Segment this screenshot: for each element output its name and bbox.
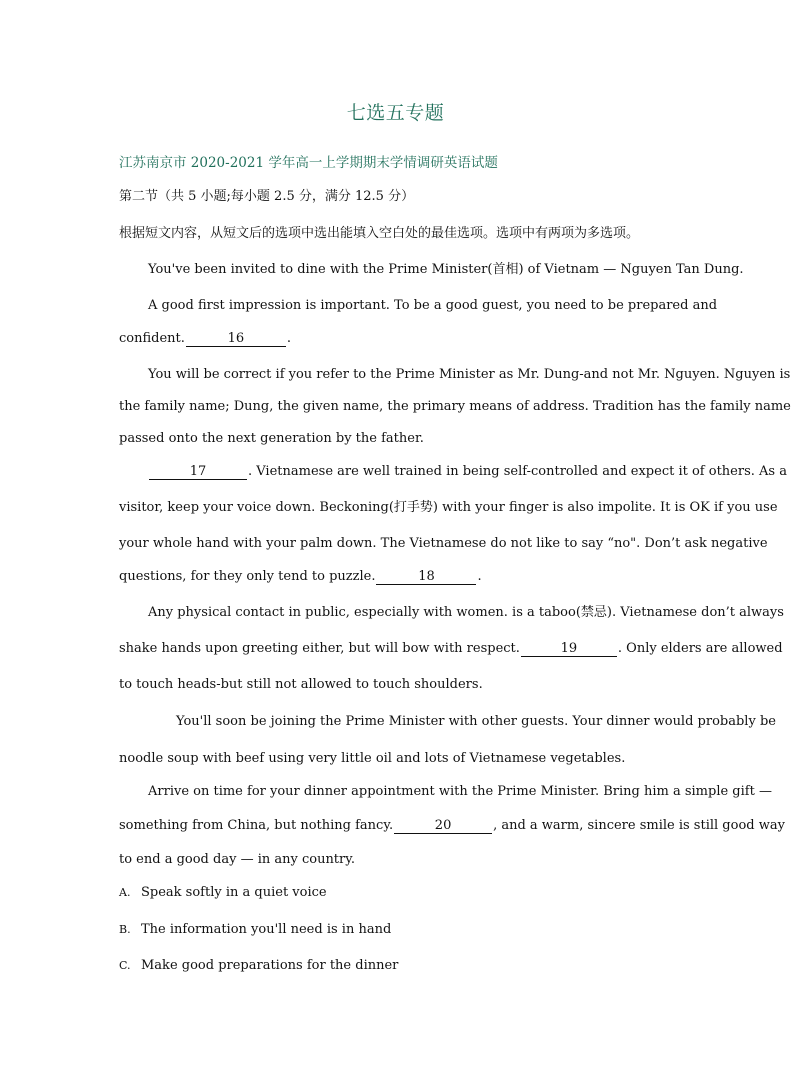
passage-line (119, 568, 482, 586)
option-c (119, 957, 398, 975)
passage-text: . Only elders are allowed (617, 641, 783, 656)
passage-line: A good first impression is important. To be a good guest, you need to be prepared and (148, 298, 718, 313)
passage-line: noodle soup with beef using very little oil and lots of Vietnamese vegetables. (119, 751, 626, 766)
passage-line: Arrive on time for your dinner appointment with the Prime Minister. Bring him a simple gift — (148, 784, 772, 799)
passage-line: to end a good day — in any country. (119, 852, 355, 867)
passage-text: shake hands upon greeting either, but will bow with respect. (119, 641, 520, 656)
passage-text: something from China, but nothing fancy. (119, 818, 394, 833)
option-b (119, 921, 391, 939)
option-a (119, 884, 327, 902)
answer-blank-16: 16 (186, 332, 286, 347)
passage-text: . (286, 331, 292, 346)
answer-blank-20: 20 (394, 819, 492, 834)
passage-text: confident. (119, 331, 185, 346)
instruction-text: 根据短文内容，从短文后的选项中选出能填入空白处的最佳选项。选项中有两项为多选项。 (119, 226, 640, 241)
passage-line: your whole hand with your palm down. The Vietnamese do not like to say “no". Don’t ask negative (119, 536, 768, 551)
passage-line: passed onto the next generation by the father. (119, 431, 424, 446)
option-text: Make good preparations for the dinner (141, 958, 399, 973)
option-letter: C. (119, 959, 131, 972)
option-text: Speak softly in a quiet voice (141, 885, 327, 900)
passage-line (119, 817, 785, 835)
passage-text: . (477, 569, 482, 584)
passage-line: You've been invited to dine with the Prime Minister(首相) of Vietnam — Nguyen Tan Dung. (148, 262, 744, 277)
passage-line (119, 330, 291, 348)
passage-line: the family name; Dung, the given name, the primary means of address. Tradition has the family name (119, 399, 791, 414)
page-title: 七选五专题 (346, 102, 445, 124)
passage-text: . Vietnamese are well trained in being self-controlled and expect it of others. As a (248, 464, 787, 479)
answer-blank-17: 17 (149, 465, 247, 480)
passage-line: You'll soon be joining the Prime Minister with other guests. Your dinner would probably be (176, 714, 776, 729)
passage-line: You will be correct if you refer to the Prime Minister as Mr. Dung-and not Mr. Nguyen. Nguyen is (148, 367, 791, 382)
option-text: The information you'll need is in hand (141, 922, 392, 937)
passage-line: Any physical contact in public, especially with women. is a taboo(禁忌). Vietnamese don’t always (148, 605, 784, 620)
passage-line (148, 463, 787, 481)
passage-line: to touch heads-but still not allowed to touch shoulders. (119, 677, 483, 692)
option-letter: A. (119, 886, 131, 899)
answer-blank-19: 19 (521, 642, 617, 657)
answer-blank-18: 18 (376, 570, 476, 585)
passage-line: visitor, keep your voice down. Beckoning(打手势) with your finger is also impolite. It is OK if you use (119, 500, 778, 515)
option-letter: B. (119, 923, 131, 936)
passage-text: questions, for they only tend to puzzle. (119, 569, 376, 584)
passage-line (119, 640, 783, 658)
exam-source: 江苏南京市 2020-2021 学年高一上学期期末学情调研英语试题 (119, 155, 498, 171)
passage-text: , and a warm, sincere smile is still good way (493, 818, 785, 833)
section-heading: 第二节（共 5 小题;每小题 2.5 分，满分 12.5 分） (119, 189, 415, 204)
